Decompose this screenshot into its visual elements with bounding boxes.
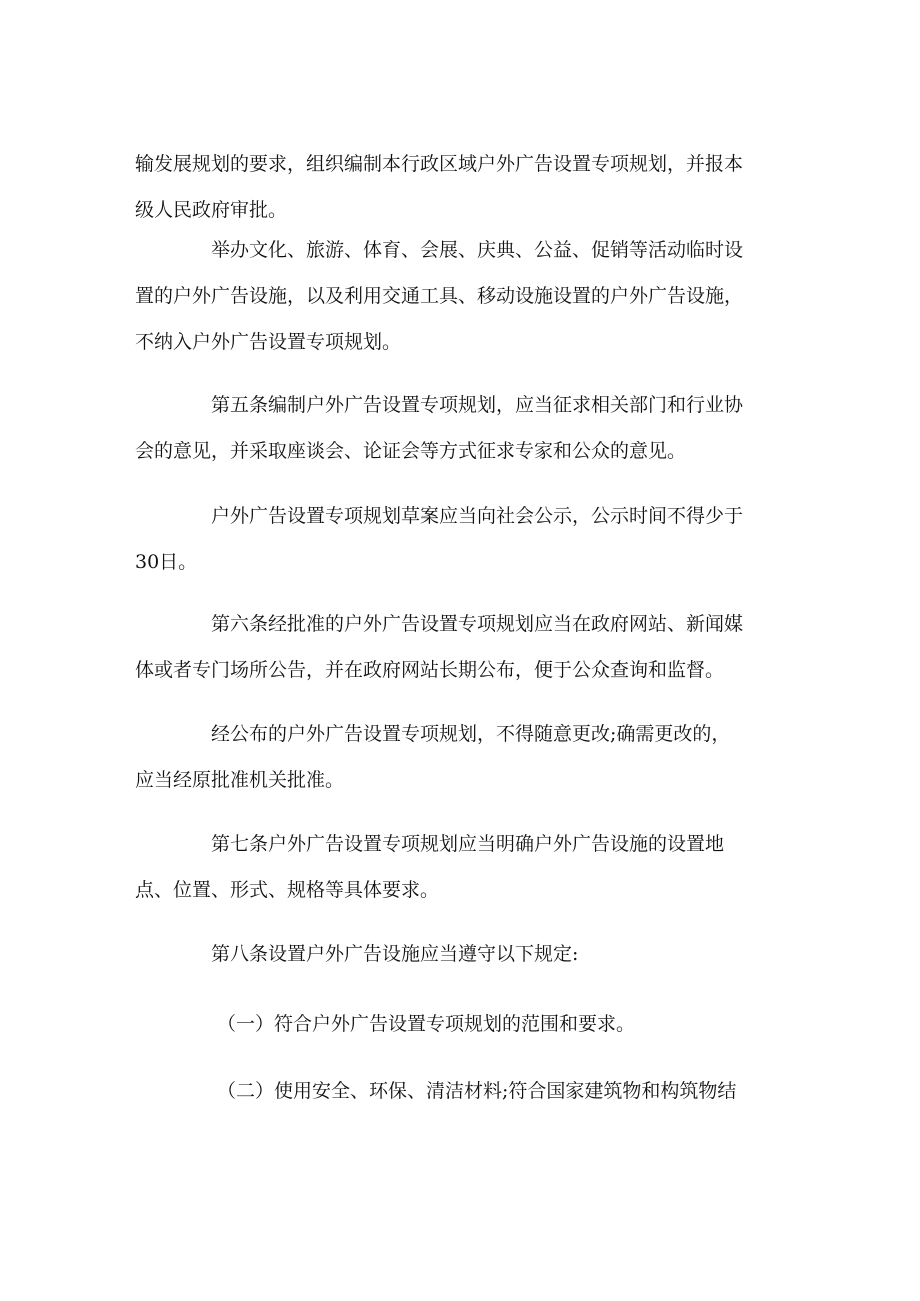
list-item bbox=[135, 1001, 780, 1047]
text-line: 经公布的户外广告设置专项规划，不得随意更改;确需更改的， bbox=[211, 723, 731, 745]
paragraph bbox=[135, 711, 780, 803]
list-item bbox=[135, 1068, 780, 1114]
text-line: 举办文化、旅游、体育、会展、庆典、公益、促销等活动临时设 bbox=[211, 239, 744, 261]
text-line: 级人民政府审批。 bbox=[135, 199, 288, 221]
text-line: 体或者专门场所公告，并在政府网站长期公布，便于公众查询和监督。 bbox=[135, 659, 725, 681]
text-line: 户外广告设置专项规划草案应当向社会公示，公示时间不得少于 bbox=[211, 505, 744, 527]
text-line: 会的意见，并采取座谈会、论证会等方式征求专家和公众的意见。 bbox=[135, 440, 687, 462]
paragraph bbox=[135, 821, 780, 913]
paragraph bbox=[135, 493, 780, 585]
text-line: 第五条编制户外广告设置专项规划，应当征求相关部门和行业协 bbox=[211, 394, 744, 416]
text-line: 置的户外广告设施，以及利用交通工具、移动设施设置的户外广告设施， bbox=[135, 285, 744, 307]
text-line: 应当经原批准机关批准。 bbox=[135, 769, 345, 791]
paragraph bbox=[135, 382, 780, 474]
paragraph bbox=[135, 931, 780, 977]
text-line: （二）使用安全、环保、清洁材料;符合国家建筑物和构筑物结 bbox=[217, 1080, 737, 1102]
paragraph bbox=[135, 141, 780, 233]
text-line: 不纳入户外广告设置专项规划。 bbox=[135, 331, 402, 353]
text-line: （一）符合户外广告设置专项规划的范围和要求。 bbox=[217, 1013, 636, 1035]
text-line: 第八条设置户外广告设施应当遵守以下规定: bbox=[211, 943, 579, 965]
paragraph bbox=[135, 227, 780, 365]
text-line: 第七条户外广告设置专项规划应当明确户外广告设施的设置地 bbox=[211, 833, 725, 855]
text-line: 第六条经批准的户外广告设置专项规划应当在政府网站、新闻媒 bbox=[211, 613, 744, 635]
text-line: 输发展规划的要求，组织编制本行政区域户外广告设置专项规划，并报本 bbox=[135, 153, 744, 175]
text-line: 点、位置、形式、规格等具体要求。 bbox=[135, 879, 440, 901]
paragraph bbox=[135, 601, 780, 693]
text-line: 30日。 bbox=[135, 551, 198, 573]
